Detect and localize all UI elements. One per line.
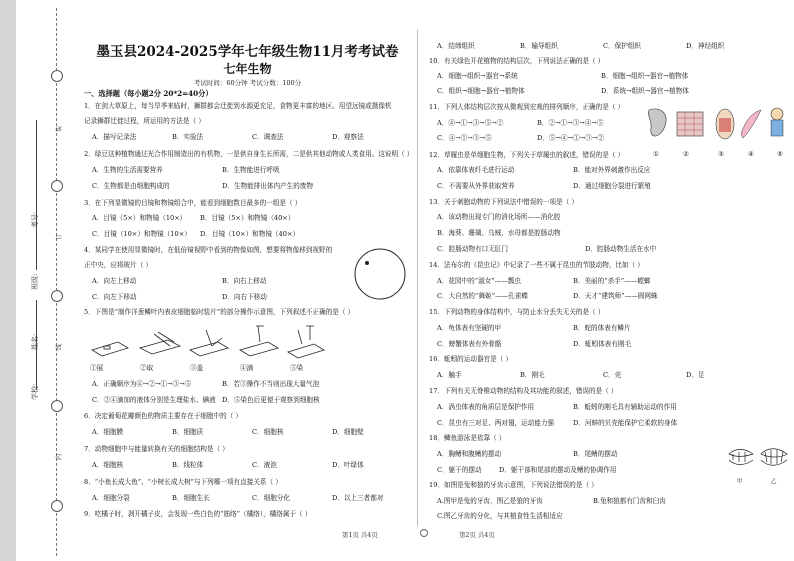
option: C.图乙牙齿的分化，与其植食性生活相适应 [437,512,563,520]
page-title: 墨玉县2024-2025学年七年级生物11月考考试卷 [96,44,399,60]
question-text: 18．鲫鱼游泳是依靠（ ） [429,434,506,442]
option: C．生物都是由细胞构成的 [92,182,170,190]
option: C．细胞分化 [252,494,291,502]
option: D．足 [686,371,705,379]
option: C．目镜（10×）和物镜（10×） [92,230,191,238]
question-text: 19．如图是兔和狼的牙齿示意图，下列说法错误的是（ ） [429,481,598,489]
left-column [80,0,415,561]
binding-hole [51,180,63,192]
option: D．腔肠动物生活在水中 [585,245,657,253]
option: A．花园中的“淑女”——瓢虫 [437,277,522,285]
question-text: 15．下列动物的身体结构中，与防止水分丢失无关的是（ ） [429,308,605,316]
number-label: 考号: [31,211,39,228]
option: C．②④滴加的液体分别是生理盐水、碘液 [92,396,216,404]
option: B．若③操作不当则出现大量气泡 [222,380,320,388]
option: C．不需要从外界获取营养 [437,182,515,190]
binding-char: 装 [56,125,63,132]
option: C．大自然的“舞姬”——孔雀蝶 [437,292,528,300]
page-footer-left: 第1页 共4页 [342,531,378,539]
question-text: 记录狮群迁徙过程，所运用的方法是（ ） [84,117,205,125]
name-label: 姓名: [31,333,39,350]
option: A．④→①→③→⑤→② [437,119,504,127]
question-text: 10．有关绿色开花植物的结构层次，下列说法正确的是（ ） [429,57,605,65]
question-text: 7．动物细胞中与能量转换有关的细胞结构是（ ） [84,445,229,453]
option: C．螃蟹体表有外骨骼 [437,340,502,348]
option: B．美丽的“杀手”——螳螂 [573,277,651,285]
option: A．描写记录法 [92,133,137,141]
option: B．生物能进行呼吸 [222,166,280,174]
question-text: 8．“小鱼长成大鱼”、“小树长成大树”与下列哪一项有直接关系（ ） [84,478,282,486]
option: B．线粒体 [172,461,204,469]
option: D．蚯蚓体表有刚毛 [573,340,632,348]
option: C．躯干的摆动 [437,466,482,474]
slide-preparation-figure [88,322,328,362]
option: D．向右下移动 [222,293,267,301]
option: A．细胞核 [92,461,124,469]
option: C．向左下移动 [92,293,137,301]
figure-label: ③盖 [190,364,204,372]
option: D．目镜（10×）和物镜（40×） [200,230,300,238]
option: A．细胞分裂 [92,494,130,502]
option: B．蚯蚓的刚毛具有辅助运动的作用 [573,403,677,411]
question-text: 14．法布尔的《昆虫记》中记录了一些不属于昆虫的节肢动物，比如（ ） [429,261,644,269]
option: D．天才“建筑师”——圆网蛛 [573,292,658,300]
question-text: 12．草履虫是单细胞生物，下列关于草履虫的叙述，错误的是（ ） [429,151,625,159]
option: D．躯干部和尾部的摆动及鳍的协调作用 [499,466,617,474]
option: C．壳 [603,371,622,379]
binding-sidebar [0,0,80,561]
option: D．生物能排出体内产生的废物 [222,182,314,190]
binding-dashed-line [56,8,57,556]
figure-label: ③ [718,150,724,158]
option: D．通过细胞分裂进行繁殖 [573,182,651,190]
question-text: 正中央，应将玻片（ ） [84,261,153,269]
question-text: 16．蚯蚓的运动器官是（ ） [429,355,513,363]
question-text: 2．绿豆这种植物通过光合作用制造出的有机物，一是供自身生长所需，二是供其他动物或人类食用。这说明（ ） [84,150,414,158]
figure-label: ② [683,150,689,158]
question-text: 9．吃橘子时，剥开橘子皮，会发现一些白色的“筋络”（橘络），橘络属于（ ） [84,510,312,518]
microscope-field-figure [352,246,408,302]
school-label: 学校: [31,383,39,400]
right-column [425,0,794,561]
option: A．结缔组织 [437,42,475,50]
option: A．该动物出现专门的消化场所——消化腔 [437,213,561,221]
option: B．能对外界刺激作出反应 [573,166,651,174]
option: D．神经组织 [686,42,725,50]
figure-label: ⑤染 [290,364,304,372]
option: B．向右上移动 [222,277,267,285]
binding-hole [51,400,63,412]
figure-label: ④ [748,150,754,158]
binding-strip [0,0,16,561]
binding-char: 内 [56,453,63,460]
option: B．细胞生长 [172,494,210,502]
option: D．⑤→④→①→③→② [537,134,604,142]
option: A．胸鳍和腹鳍的摆动 [437,450,502,458]
exam-info: 考试时间：60分钟 考试分数：100分 [193,79,302,87]
option: D．系统→组织→器官→植物体 [601,87,689,95]
option: B．目镜（5×）和物镜（40×） [200,214,295,222]
option: A．细胞→组织→器官→系统 [437,72,518,80]
class-label: 班级: [31,273,39,290]
body-structure-figure [643,104,789,152]
option: C．④→①→③→⑤ [437,134,492,142]
option: A．细胞膜 [92,428,124,436]
binding-hole [51,290,63,302]
option: A．向左上移动 [92,277,137,285]
binding-hole [51,70,63,82]
question-text: 3．在下列显微镜的目镜和物镜组合中，能看到细胞数目最多的一组是（ ） [84,199,302,207]
figure-label: 乙 [771,479,777,485]
page-footer-right: 第2页 共4页 [459,531,495,539]
question-text: 6．决定葡萄花瓣颜色的物质主要存在于细胞中的（ ） [84,412,242,420]
option: A．生物的生活需要营养 [92,166,163,174]
question-text: 11．下列人体结构层次按从微观到宏观的排列顺序，正确的是（ ） [429,103,625,111]
option: C．腔肠动物有口无肛门 [437,245,508,253]
figure-label: ①展 [90,364,104,372]
figure-label: ②取 [140,364,154,372]
option: D．叶绿体 [332,461,364,469]
option: A．触手 [437,371,462,379]
option: A．目镜（5×）和物镜（10×） [92,214,187,222]
option: B．刚毛 [520,371,545,379]
option: B．细胞→组织→器官→植物体 [601,72,689,80]
option: B．实验法 [172,133,204,141]
option: A．正确顺序为④→②→①→③→⑤ [92,380,192,388]
question-text: 5．下图是“制作洋葱鳞叶内表皮细胞临时装片”的部分操作示意图，下列叙述不正确的是（ ） [84,308,355,316]
question-text: 1．在剑大草原上，每当旱季来临时，狮群都会迁徙到水源更充足，食物更丰富的地区。用望远镜或摄像机 [84,102,392,110]
option: B．细胞质 [172,428,204,436]
question-text: 4．某同学在使用显微镜时，在低倍镜视野中看到的物像如图，想要将物像移到视野的 [84,246,333,254]
option: D．细胞壁 [332,428,364,436]
option: B．②→①→③→④→⑤ [537,119,604,127]
option: A．依靠体表纤毛进行运动 [437,166,515,174]
option: A.图甲是兔的牙齿，图乙是狼的牙齿 [437,497,543,505]
option: B．蛇的体表有鳞片 [573,324,631,332]
option: C．昆虫有三对足、两对翅，运动能力强 [437,419,555,427]
option: A．涡虫体表的角质层是保护作用 [437,403,535,411]
figure-label: ④滴 [240,364,254,372]
number-line [36,120,37,200]
binding-char: 订 [56,233,63,240]
question-text: 13．关于刺胞动物的下列说法中错误的一项是（ ） [429,198,578,206]
column-divider [417,30,418,526]
option: C．组织→细胞→器官→植物体 [437,87,525,95]
option: C．液泡 [252,461,277,469]
page-subtitle: 七年生物 [223,62,272,76]
option: D．河蚌的贝壳能保护它柔软的身体 [573,419,678,427]
binding-hole [51,500,63,512]
option: D．⑤染色后更便于观察到细胞核 [222,396,320,404]
figure-label: ⑤ [777,150,783,158]
option: C．细胞核 [252,428,284,436]
option: C．调查法 [252,133,284,141]
option: D．以上三者都对 [332,494,384,502]
section-heading: 一、选择题（每小题2分 20*2=40分） [84,89,213,98]
figure-label: ① [653,150,659,158]
teeth-figure [725,442,791,480]
option: D．观察法 [332,133,364,141]
option: B．海葵、珊瑚、乌贼、水母都是腔肠动物 [437,229,561,237]
option: B．尾鳍的摆动 [573,450,618,458]
option: C．保护组织 [603,42,642,50]
binding-char: 线 [56,343,63,350]
option: A．龟体表有坚硬的甲 [437,324,502,332]
option: B．输导组织 [520,42,558,50]
question-text: 17．下列有关无脊椎动物的结构及其功能的叙述，错误的是（ ） [429,387,618,395]
figure-label: 甲 [737,479,743,485]
option: B.兔和狼都有门齿和臼齿 [593,497,666,505]
